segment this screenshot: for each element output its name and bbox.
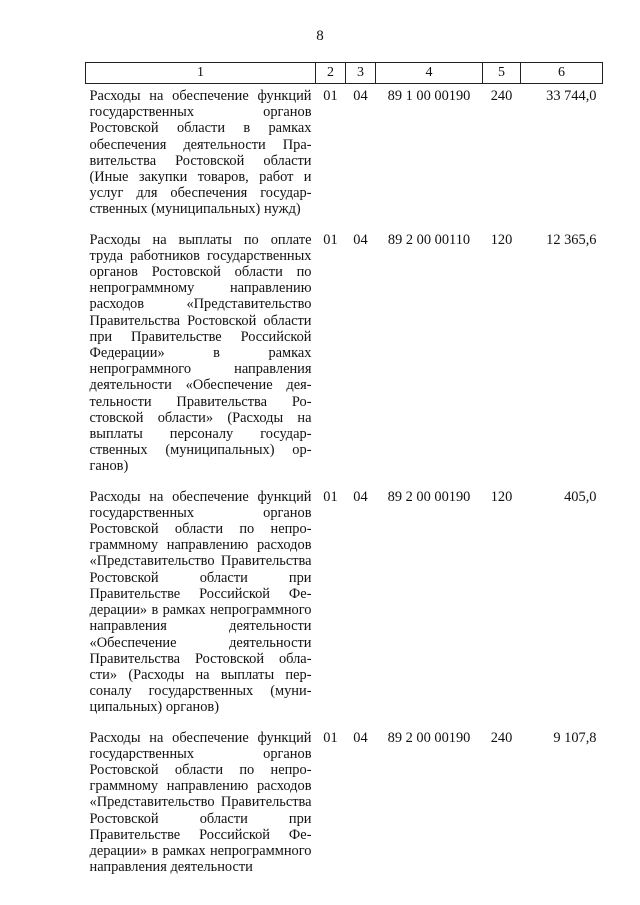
budget-table	[85, 62, 603, 883]
row-expense-type: 120	[490, 231, 513, 248]
row-amount: 12 365,6	[546, 231, 597, 248]
header-col-3: 3	[346, 63, 376, 84]
header-col-4: 4	[376, 63, 483, 84]
row-subsection: 04	[353, 88, 368, 104]
table-row	[86, 226, 603, 483]
row-description: Расходы на выплаты по оплате труда работников государственных органов Ростовской области по непрограммному направлению расходов «Представительство Правительства Ростовской области при Правительстве Российской Федерации» в рамках непрограммного направления деятельности «Обеспечение деятельности Правительства Ростовской области» (Расходы на выплаты персоналу государственных (муниципальных) органов)	[89, 231, 312, 475]
table-row	[86, 724, 603, 884]
row-section: 01	[323, 231, 338, 248]
row-section: 01	[323, 88, 338, 104]
page-number: 8	[316, 28, 324, 44]
table-row	[86, 84, 603, 226]
row-expense-type: 240	[490, 729, 513, 746]
row-amount: 405,0	[564, 488, 597, 505]
table-row	[86, 483, 603, 724]
row-amount: 33 744,0	[546, 88, 597, 104]
row-section: 01	[323, 488, 338, 505]
header-col-6: 6	[521, 63, 603, 84]
row-target-article: 89 2 00 00190	[387, 729, 471, 746]
row-amount: 9 107,8	[553, 729, 597, 746]
row-target-article: 89 1 00 00190	[387, 88, 471, 104]
row-subsection: 04	[353, 231, 368, 248]
row-target-article: 89 2 00 00110	[387, 231, 471, 248]
row-expense-type: 120	[490, 488, 513, 505]
header-col-5: 5	[483, 63, 521, 84]
row-target-article: 89 2 00 00190	[387, 488, 471, 505]
header-col-1: 1	[86, 63, 316, 84]
row-description: Расходы на обеспечение функций государственных органов Ростовской области в рамках обеспечения деятельности Правительства Ростовской области (Иные закупки товаров, работ и услуг для обеспечения государственных (муниципальных) нужд)	[89, 88, 312, 218]
row-section: 01	[323, 729, 338, 746]
table-header-row	[86, 63, 603, 84]
row-subsection: 04	[353, 488, 368, 505]
header-col-2: 2	[316, 63, 346, 84]
row-description: Расходы на обеспечение функций государственных органов Ростовской области по непрограммному направлению расходов «Представительство Правительства Ростовской области при Правительстве Российской Федерации» в рамках непрограммного направления деятельности	[89, 729, 312, 876]
row-subsection: 04	[353, 729, 368, 746]
row-expense-type: 240	[490, 88, 513, 104]
row-description: Расходы на обеспечение функций государственных органов Ростовской области по непрограммному направлению расходов «Представительство Правительства Ростовской области при Правительстве Российской Федерации» в рамках непрограммного направления деятельности «Обеспечение деятельности Правительства Ростовской области» (Расходы на выплаты персоналу государственных (муниципальных) органов)	[89, 488, 312, 716]
